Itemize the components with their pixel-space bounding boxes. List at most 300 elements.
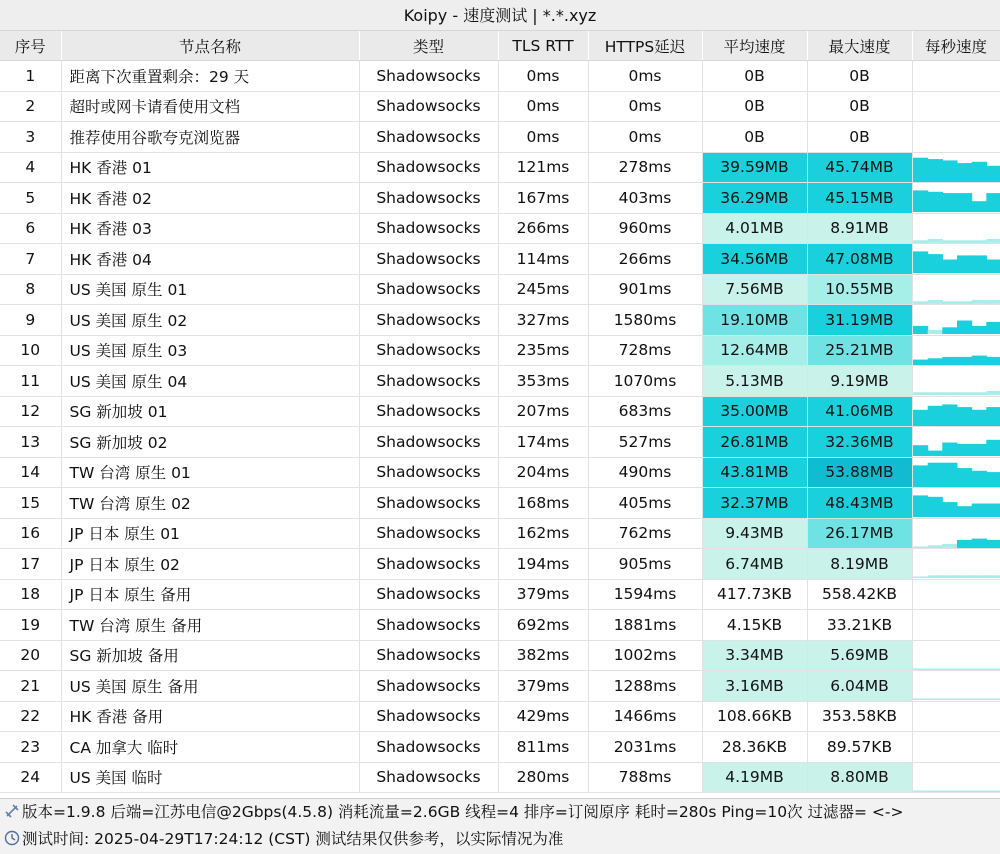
sparkline-bar bbox=[927, 576, 942, 579]
sparkline-bar bbox=[957, 540, 972, 548]
cell-node-name: 超时或网卡请看使用文档 bbox=[61, 91, 359, 122]
speed-sparkline bbox=[913, 427, 1000, 456]
sparkline-bar bbox=[986, 699, 1000, 701]
cell-tls-rtt: 0ms bbox=[498, 61, 588, 92]
sparkline-bar bbox=[942, 404, 957, 426]
sparkline-bar bbox=[913, 546, 928, 548]
footer-info-row bbox=[0, 799, 1000, 826]
sparkline-bar bbox=[927, 668, 942, 670]
table-row bbox=[0, 457, 1000, 488]
sparkline-bar bbox=[971, 240, 986, 243]
sparkline-bar bbox=[971, 699, 986, 701]
cell-tls-rtt: 204ms bbox=[498, 457, 588, 488]
table-row bbox=[0, 122, 1000, 153]
sparkline-bar bbox=[957, 256, 972, 274]
sparkline-bar bbox=[927, 239, 942, 243]
column-header-type: 类型 bbox=[359, 31, 498, 61]
cell-max-speed: 0B bbox=[807, 61, 912, 92]
cell-type: Shadowsocks bbox=[359, 396, 498, 427]
cell-type: Shadowsocks bbox=[359, 701, 498, 732]
cell-max-speed: 5.69MB bbox=[807, 640, 912, 671]
column-header-avg-speed: 平均速度 bbox=[702, 31, 807, 61]
sparkline-bar bbox=[971, 576, 986, 579]
sparkline-bar bbox=[986, 239, 1000, 243]
cell-index: 6 bbox=[0, 213, 61, 244]
sparkline-bar bbox=[986, 407, 1000, 426]
cell-type: Shadowsocks bbox=[359, 518, 498, 549]
sparkline-bar bbox=[971, 471, 986, 487]
sparkline-bar bbox=[942, 502, 957, 517]
column-header-index: 序号 bbox=[0, 31, 61, 61]
cell-type: Shadowsocks bbox=[359, 244, 498, 275]
cell-index: 8 bbox=[0, 274, 61, 305]
cell-type: Shadowsocks bbox=[359, 457, 498, 488]
cell-max-speed: 48.43MB bbox=[807, 488, 912, 519]
cell-avg-speed: 26.81MB bbox=[702, 427, 807, 458]
cell-avg-speed: 36.29MB bbox=[702, 183, 807, 214]
sparkline-bar bbox=[913, 301, 928, 304]
cell-tls-rtt: 353ms bbox=[498, 366, 588, 397]
sparkline-bar bbox=[942, 193, 957, 212]
cell-node-name: US 美国 临时 bbox=[61, 762, 359, 793]
sparkline-bar bbox=[957, 407, 972, 426]
cell-per-second-speed bbox=[912, 396, 1000, 427]
sparkline-bar bbox=[942, 790, 957, 792]
sparkline-bar bbox=[986, 576, 1000, 579]
window-title: Koipy - 速度测试 | *.*.xyz bbox=[0, 0, 1000, 31]
sparkline-bar bbox=[986, 540, 1000, 548]
cell-tls-rtt: 114ms bbox=[498, 244, 588, 275]
cell-https-latency: 490ms bbox=[588, 457, 702, 488]
cell-per-second-speed bbox=[912, 762, 1000, 793]
cell-type: Shadowsocks bbox=[359, 183, 498, 214]
cell-tls-rtt: 811ms bbox=[498, 732, 588, 763]
cell-https-latency: 905ms bbox=[588, 549, 702, 580]
footer-info-text: 版本=1.9.8 后端=江苏电信@2Gbps(4.5.8) 消耗流量=2.6GB 线程=4 排序=订阅原序 耗时=280s Ping=10次 过滤器= <-> bbox=[22, 803, 904, 821]
cell-node-name: HK 香港 04 bbox=[61, 244, 359, 275]
cell-max-speed: 25.21MB bbox=[807, 335, 912, 366]
speed-sparkline bbox=[913, 244, 1000, 273]
table-row bbox=[0, 366, 1000, 397]
sparkline-bar bbox=[913, 790, 928, 792]
sparkline-bar bbox=[971, 162, 986, 182]
sparkline-bar bbox=[927, 330, 942, 334]
speed-sparkline bbox=[913, 610, 1000, 639]
cell-index: 18 bbox=[0, 579, 61, 610]
sparkline-bar bbox=[913, 465, 928, 487]
cell-https-latency: 1466ms bbox=[588, 701, 702, 732]
status-footer bbox=[0, 798, 1000, 854]
cell-per-second-speed bbox=[912, 366, 1000, 397]
cell-avg-speed: 3.16MB bbox=[702, 671, 807, 702]
cell-node-name: US 美国 原生 03 bbox=[61, 335, 359, 366]
column-header-tls-rtt: TLS RTT bbox=[498, 31, 588, 61]
cell-type: Shadowsocks bbox=[359, 122, 498, 153]
sparkline-bar bbox=[986, 322, 1000, 334]
sparkline-bar bbox=[927, 497, 942, 517]
sparkline-bar bbox=[913, 240, 928, 243]
speed-sparkline bbox=[913, 702, 1000, 731]
speed-sparkline bbox=[913, 92, 1000, 121]
sparkline-bar bbox=[913, 577, 928, 579]
sparkline-bar bbox=[913, 326, 928, 334]
sparkline-bar bbox=[942, 544, 957, 548]
cell-https-latency: 266ms bbox=[588, 244, 702, 275]
cell-node-name: CA 加拿大 临时 bbox=[61, 732, 359, 763]
cell-https-latency: 683ms bbox=[588, 396, 702, 427]
cell-per-second-speed bbox=[912, 732, 1000, 763]
cell-node-name: 推荐使用谷歌夸克浏览器 bbox=[61, 122, 359, 153]
sparkline-bar bbox=[957, 193, 972, 212]
cell-per-second-speed bbox=[912, 640, 1000, 671]
sparkline-bar bbox=[927, 699, 942, 701]
sparkline-bar bbox=[927, 300, 942, 304]
cell-index: 4 bbox=[0, 152, 61, 183]
cell-type: Shadowsocks bbox=[359, 762, 498, 793]
cell-type: Shadowsocks bbox=[359, 274, 498, 305]
cell-https-latency: 1580ms bbox=[588, 305, 702, 336]
speed-sparkline bbox=[913, 153, 1000, 182]
sparkline-bar bbox=[971, 393, 986, 396]
cell-avg-speed: 19.10MB bbox=[702, 305, 807, 336]
cell-index: 7 bbox=[0, 244, 61, 275]
cell-per-second-speed bbox=[912, 457, 1000, 488]
sparkline-bar bbox=[913, 191, 928, 213]
cell-node-name: HK 香港 03 bbox=[61, 213, 359, 244]
cell-tls-rtt: 0ms bbox=[498, 122, 588, 153]
sparkline-bar bbox=[971, 668, 986, 670]
cell-max-speed: 45.15MB bbox=[807, 183, 912, 214]
table-row bbox=[0, 701, 1000, 732]
table-row bbox=[0, 61, 1000, 92]
cell-max-speed: 10.55MB bbox=[807, 274, 912, 305]
cell-index: 1 bbox=[0, 61, 61, 92]
cell-type: Shadowsocks bbox=[359, 366, 498, 397]
sparkline-bar bbox=[957, 321, 972, 335]
cell-tls-rtt: 429ms bbox=[498, 701, 588, 732]
table-row bbox=[0, 183, 1000, 214]
table-row bbox=[0, 396, 1000, 427]
sparkline-bar bbox=[971, 300, 986, 304]
cell-per-second-speed bbox=[912, 335, 1000, 366]
cell-per-second-speed bbox=[912, 671, 1000, 702]
sparkline-bar bbox=[986, 668, 1000, 670]
cell-https-latency: 960ms bbox=[588, 213, 702, 244]
cell-per-second-speed bbox=[912, 701, 1000, 732]
sparkline-bar bbox=[971, 410, 986, 426]
cell-node-name: SG 新加坡 02 bbox=[61, 427, 359, 458]
cell-https-latency: 1288ms bbox=[588, 671, 702, 702]
sparkline-bar bbox=[927, 545, 942, 548]
table-row bbox=[0, 427, 1000, 458]
sparkline-bar bbox=[957, 576, 972, 579]
cell-https-latency: 788ms bbox=[588, 762, 702, 793]
cell-index: 19 bbox=[0, 610, 61, 641]
sparkline-bar bbox=[986, 300, 1000, 304]
sparkline-bar bbox=[986, 790, 1000, 792]
cell-node-name: JP 日本 原生 备用 bbox=[61, 579, 359, 610]
cell-type: Shadowsocks bbox=[359, 610, 498, 641]
speed-sparkline bbox=[913, 397, 1000, 426]
sparkline-bar bbox=[971, 444, 986, 456]
sparkline-bar bbox=[942, 328, 957, 335]
sparkline-bar bbox=[927, 393, 942, 396]
cell-max-speed: 41.06MB bbox=[807, 396, 912, 427]
cell-type: Shadowsocks bbox=[359, 305, 498, 336]
cell-max-speed: 45.74MB bbox=[807, 152, 912, 183]
sparkline-bar bbox=[927, 451, 942, 456]
table-row bbox=[0, 305, 1000, 336]
cell-max-speed: 0B bbox=[807, 91, 912, 122]
sparkline-bar bbox=[913, 157, 928, 181]
cell-index: 22 bbox=[0, 701, 61, 732]
sparkline-bar bbox=[913, 699, 928, 701]
sparkline-bar bbox=[942, 699, 957, 701]
sparkline-bar bbox=[913, 668, 928, 670]
sparkline-bar bbox=[986, 357, 1000, 365]
column-header-max-speed: 最大速度 bbox=[807, 31, 912, 61]
cell-node-name: SG 新加坡 01 bbox=[61, 396, 359, 427]
sparkline-bar bbox=[971, 326, 986, 334]
cell-max-speed: 6.04MB bbox=[807, 671, 912, 702]
cell-index: 13 bbox=[0, 427, 61, 458]
speed-sparkline bbox=[913, 336, 1000, 365]
cell-tls-rtt: 207ms bbox=[498, 396, 588, 427]
speed-sparkline bbox=[913, 61, 1000, 90]
cell-per-second-speed bbox=[912, 61, 1000, 92]
cell-index: 17 bbox=[0, 549, 61, 580]
cell-tls-rtt: 379ms bbox=[498, 579, 588, 610]
cell-node-name: JP 日本 原生 01 bbox=[61, 518, 359, 549]
cell-type: Shadowsocks bbox=[359, 640, 498, 671]
table-row bbox=[0, 518, 1000, 549]
cell-max-speed: 89.57KB bbox=[807, 732, 912, 763]
cell-https-latency: 278ms bbox=[588, 152, 702, 183]
sparkline-bar bbox=[986, 166, 1000, 182]
sparkline-bar bbox=[957, 468, 972, 487]
cell-type: Shadowsocks bbox=[359, 152, 498, 183]
table-row bbox=[0, 488, 1000, 519]
cell-tls-rtt: 327ms bbox=[498, 305, 588, 336]
cell-per-second-speed bbox=[912, 488, 1000, 519]
cell-tls-rtt: 194ms bbox=[498, 549, 588, 580]
sparkline-bar bbox=[942, 462, 957, 486]
cell-type: Shadowsocks bbox=[359, 488, 498, 519]
cell-index: 5 bbox=[0, 183, 61, 214]
sparkline-bar bbox=[986, 260, 1000, 274]
cell-tls-rtt: 382ms bbox=[498, 640, 588, 671]
table-row bbox=[0, 274, 1000, 305]
speed-sparkline bbox=[913, 214, 1000, 243]
column-header-https-latency: HTTPS延迟 bbox=[588, 31, 702, 61]
table-row bbox=[0, 579, 1000, 610]
sparkline-bar bbox=[957, 668, 972, 670]
cell-https-latency: 1594ms bbox=[588, 579, 702, 610]
cell-index: 14 bbox=[0, 457, 61, 488]
cell-max-speed: 8.19MB bbox=[807, 549, 912, 580]
cell-avg-speed: 12.64MB bbox=[702, 335, 807, 366]
sparkline-bar bbox=[913, 252, 928, 274]
cell-index: 21 bbox=[0, 671, 61, 702]
sparkline-bar bbox=[971, 201, 986, 212]
cell-per-second-speed bbox=[912, 305, 1000, 336]
cell-avg-speed: 4.01MB bbox=[702, 213, 807, 244]
cell-node-name: US 美国 原生 01 bbox=[61, 274, 359, 305]
cell-index: 20 bbox=[0, 640, 61, 671]
cell-https-latency: 2031ms bbox=[588, 732, 702, 763]
cell-https-latency: 403ms bbox=[588, 183, 702, 214]
cell-node-name: HK 香港 02 bbox=[61, 183, 359, 214]
cell-type: Shadowsocks bbox=[359, 427, 498, 458]
cell-tls-rtt: 167ms bbox=[498, 183, 588, 214]
cell-type: Shadowsocks bbox=[359, 671, 498, 702]
cell-tls-rtt: 245ms bbox=[498, 274, 588, 305]
cell-avg-speed: 32.37MB bbox=[702, 488, 807, 519]
cell-per-second-speed bbox=[912, 91, 1000, 122]
sparkline-bar bbox=[942, 576, 957, 579]
footer-time-text: 测试时间: 2025-04-29T17:24:12 (CST) 测试结果仅供参考，以实际情况为准 bbox=[22, 830, 564, 848]
cell-avg-speed: 9.43MB bbox=[702, 518, 807, 549]
cell-max-speed: 8.91MB bbox=[807, 213, 912, 244]
cell-index: 23 bbox=[0, 732, 61, 763]
sparkline-bar bbox=[913, 496, 928, 518]
table-row bbox=[0, 213, 1000, 244]
sparkline-bar bbox=[957, 444, 972, 456]
sparkline-bar bbox=[913, 359, 928, 364]
cell-per-second-speed bbox=[912, 274, 1000, 305]
cell-tls-rtt: 121ms bbox=[498, 152, 588, 183]
sparkline-bar bbox=[927, 254, 942, 273]
cell-node-name: TW 台湾 原生 01 bbox=[61, 457, 359, 488]
cell-index: 3 bbox=[0, 122, 61, 153]
cell-avg-speed: 35.00MB bbox=[702, 396, 807, 427]
sparkline-bar bbox=[986, 472, 1000, 487]
cell-avg-speed: 39.59MB bbox=[702, 152, 807, 183]
cell-index: 16 bbox=[0, 518, 61, 549]
cell-index: 9 bbox=[0, 305, 61, 336]
column-header-per-second-speed: 每秒速度 bbox=[912, 31, 1000, 61]
cell-https-latency: 405ms bbox=[588, 488, 702, 519]
cell-index: 15 bbox=[0, 488, 61, 519]
sparkline-bar bbox=[942, 668, 957, 670]
cell-type: Shadowsocks bbox=[359, 732, 498, 763]
cell-https-latency: 1070ms bbox=[588, 366, 702, 397]
cell-https-latency: 1881ms bbox=[588, 610, 702, 641]
sparkline-bar bbox=[957, 240, 972, 243]
link-icon bbox=[4, 803, 20, 819]
cell-per-second-speed bbox=[912, 152, 1000, 183]
cell-https-latency: 901ms bbox=[588, 274, 702, 305]
cell-per-second-speed bbox=[912, 549, 1000, 580]
speed-sparkline bbox=[913, 641, 1000, 670]
speed-sparkline bbox=[913, 305, 1000, 334]
sparkline-bar bbox=[986, 193, 1000, 212]
cell-node-name: US 美国 原生 备用 bbox=[61, 671, 359, 702]
cell-avg-speed: 34.56MB bbox=[702, 244, 807, 275]
cell-node-name: 距离下次重置剩余：29 天 bbox=[61, 61, 359, 92]
cell-node-name: HK 香港 备用 bbox=[61, 701, 359, 732]
cell-tls-rtt: 168ms bbox=[498, 488, 588, 519]
table-row bbox=[0, 91, 1000, 122]
cell-max-speed: 558.42KB bbox=[807, 579, 912, 610]
table-header-row bbox=[0, 31, 1000, 61]
sparkline-bar bbox=[971, 538, 986, 547]
table-row bbox=[0, 610, 1000, 641]
speed-sparkline bbox=[913, 732, 1000, 761]
sparkline-bar bbox=[927, 790, 942, 792]
cell-node-name: JP 日本 原生 02 bbox=[61, 549, 359, 580]
cell-type: Shadowsocks bbox=[359, 61, 498, 92]
sparkline-bar bbox=[986, 504, 1000, 518]
cell-type: Shadowsocks bbox=[359, 579, 498, 610]
sparkline-bar bbox=[927, 358, 942, 365]
cell-https-latency: 762ms bbox=[588, 518, 702, 549]
sparkline-bar bbox=[942, 443, 957, 457]
table-row bbox=[0, 244, 1000, 275]
sparkline-bar bbox=[957, 393, 972, 396]
sparkline-bar bbox=[971, 790, 986, 792]
sparkline-bar bbox=[986, 440, 1000, 456]
cell-type: Shadowsocks bbox=[359, 335, 498, 366]
cell-https-latency: 0ms bbox=[588, 61, 702, 92]
sparkline-bar bbox=[957, 163, 972, 182]
cell-avg-speed: 6.74MB bbox=[702, 549, 807, 580]
cell-avg-speed: 7.56MB bbox=[702, 274, 807, 305]
table-row bbox=[0, 640, 1000, 671]
cell-per-second-speed bbox=[912, 579, 1000, 610]
cell-node-name: US 美国 原生 04 bbox=[61, 366, 359, 397]
cell-index: 10 bbox=[0, 335, 61, 366]
sparkline-bar bbox=[957, 790, 972, 792]
cell-https-latency: 1002ms bbox=[588, 640, 702, 671]
cell-avg-speed: 108.66KB bbox=[702, 701, 807, 732]
cell-max-speed: 353.58KB bbox=[807, 701, 912, 732]
table-row bbox=[0, 762, 1000, 793]
speed-sparkline bbox=[913, 763, 1000, 792]
cell-max-speed: 26.17MB bbox=[807, 518, 912, 549]
cell-https-latency: 527ms bbox=[588, 427, 702, 458]
cell-avg-speed: 43.81MB bbox=[702, 457, 807, 488]
cell-max-speed: 9.19MB bbox=[807, 366, 912, 397]
cell-per-second-speed bbox=[912, 610, 1000, 641]
cell-node-name: SG 新加坡 备用 bbox=[61, 640, 359, 671]
sparkline-bar bbox=[971, 355, 986, 364]
table-row bbox=[0, 732, 1000, 763]
cell-max-speed: 8.80MB bbox=[807, 762, 912, 793]
table-row bbox=[0, 671, 1000, 702]
cell-max-speed: 0B bbox=[807, 122, 912, 153]
cell-avg-speed: 0B bbox=[702, 61, 807, 92]
cell-https-latency: 0ms bbox=[588, 122, 702, 153]
cell-avg-speed: 4.19MB bbox=[702, 762, 807, 793]
speed-sparkline bbox=[913, 519, 1000, 548]
sparkline-bar bbox=[942, 260, 957, 274]
sparkline-bar bbox=[913, 410, 928, 426]
cell-tls-rtt: 0ms bbox=[498, 91, 588, 122]
sparkline-bar bbox=[913, 393, 928, 396]
cell-avg-speed: 5.13MB bbox=[702, 366, 807, 397]
cell-tls-rtt: 235ms bbox=[498, 335, 588, 366]
speed-sparkline bbox=[913, 122, 1000, 151]
sparkline-bar bbox=[957, 357, 972, 365]
column-header-node-name: 节点名称 bbox=[61, 31, 359, 61]
sparkline-bar bbox=[927, 462, 942, 486]
speed-sparkline bbox=[913, 671, 1000, 700]
sparkline-bar bbox=[913, 445, 928, 456]
cell-avg-speed: 28.36KB bbox=[702, 732, 807, 763]
cell-node-name: TW 台湾 原生 备用 bbox=[61, 610, 359, 641]
cell-type: Shadowsocks bbox=[359, 213, 498, 244]
